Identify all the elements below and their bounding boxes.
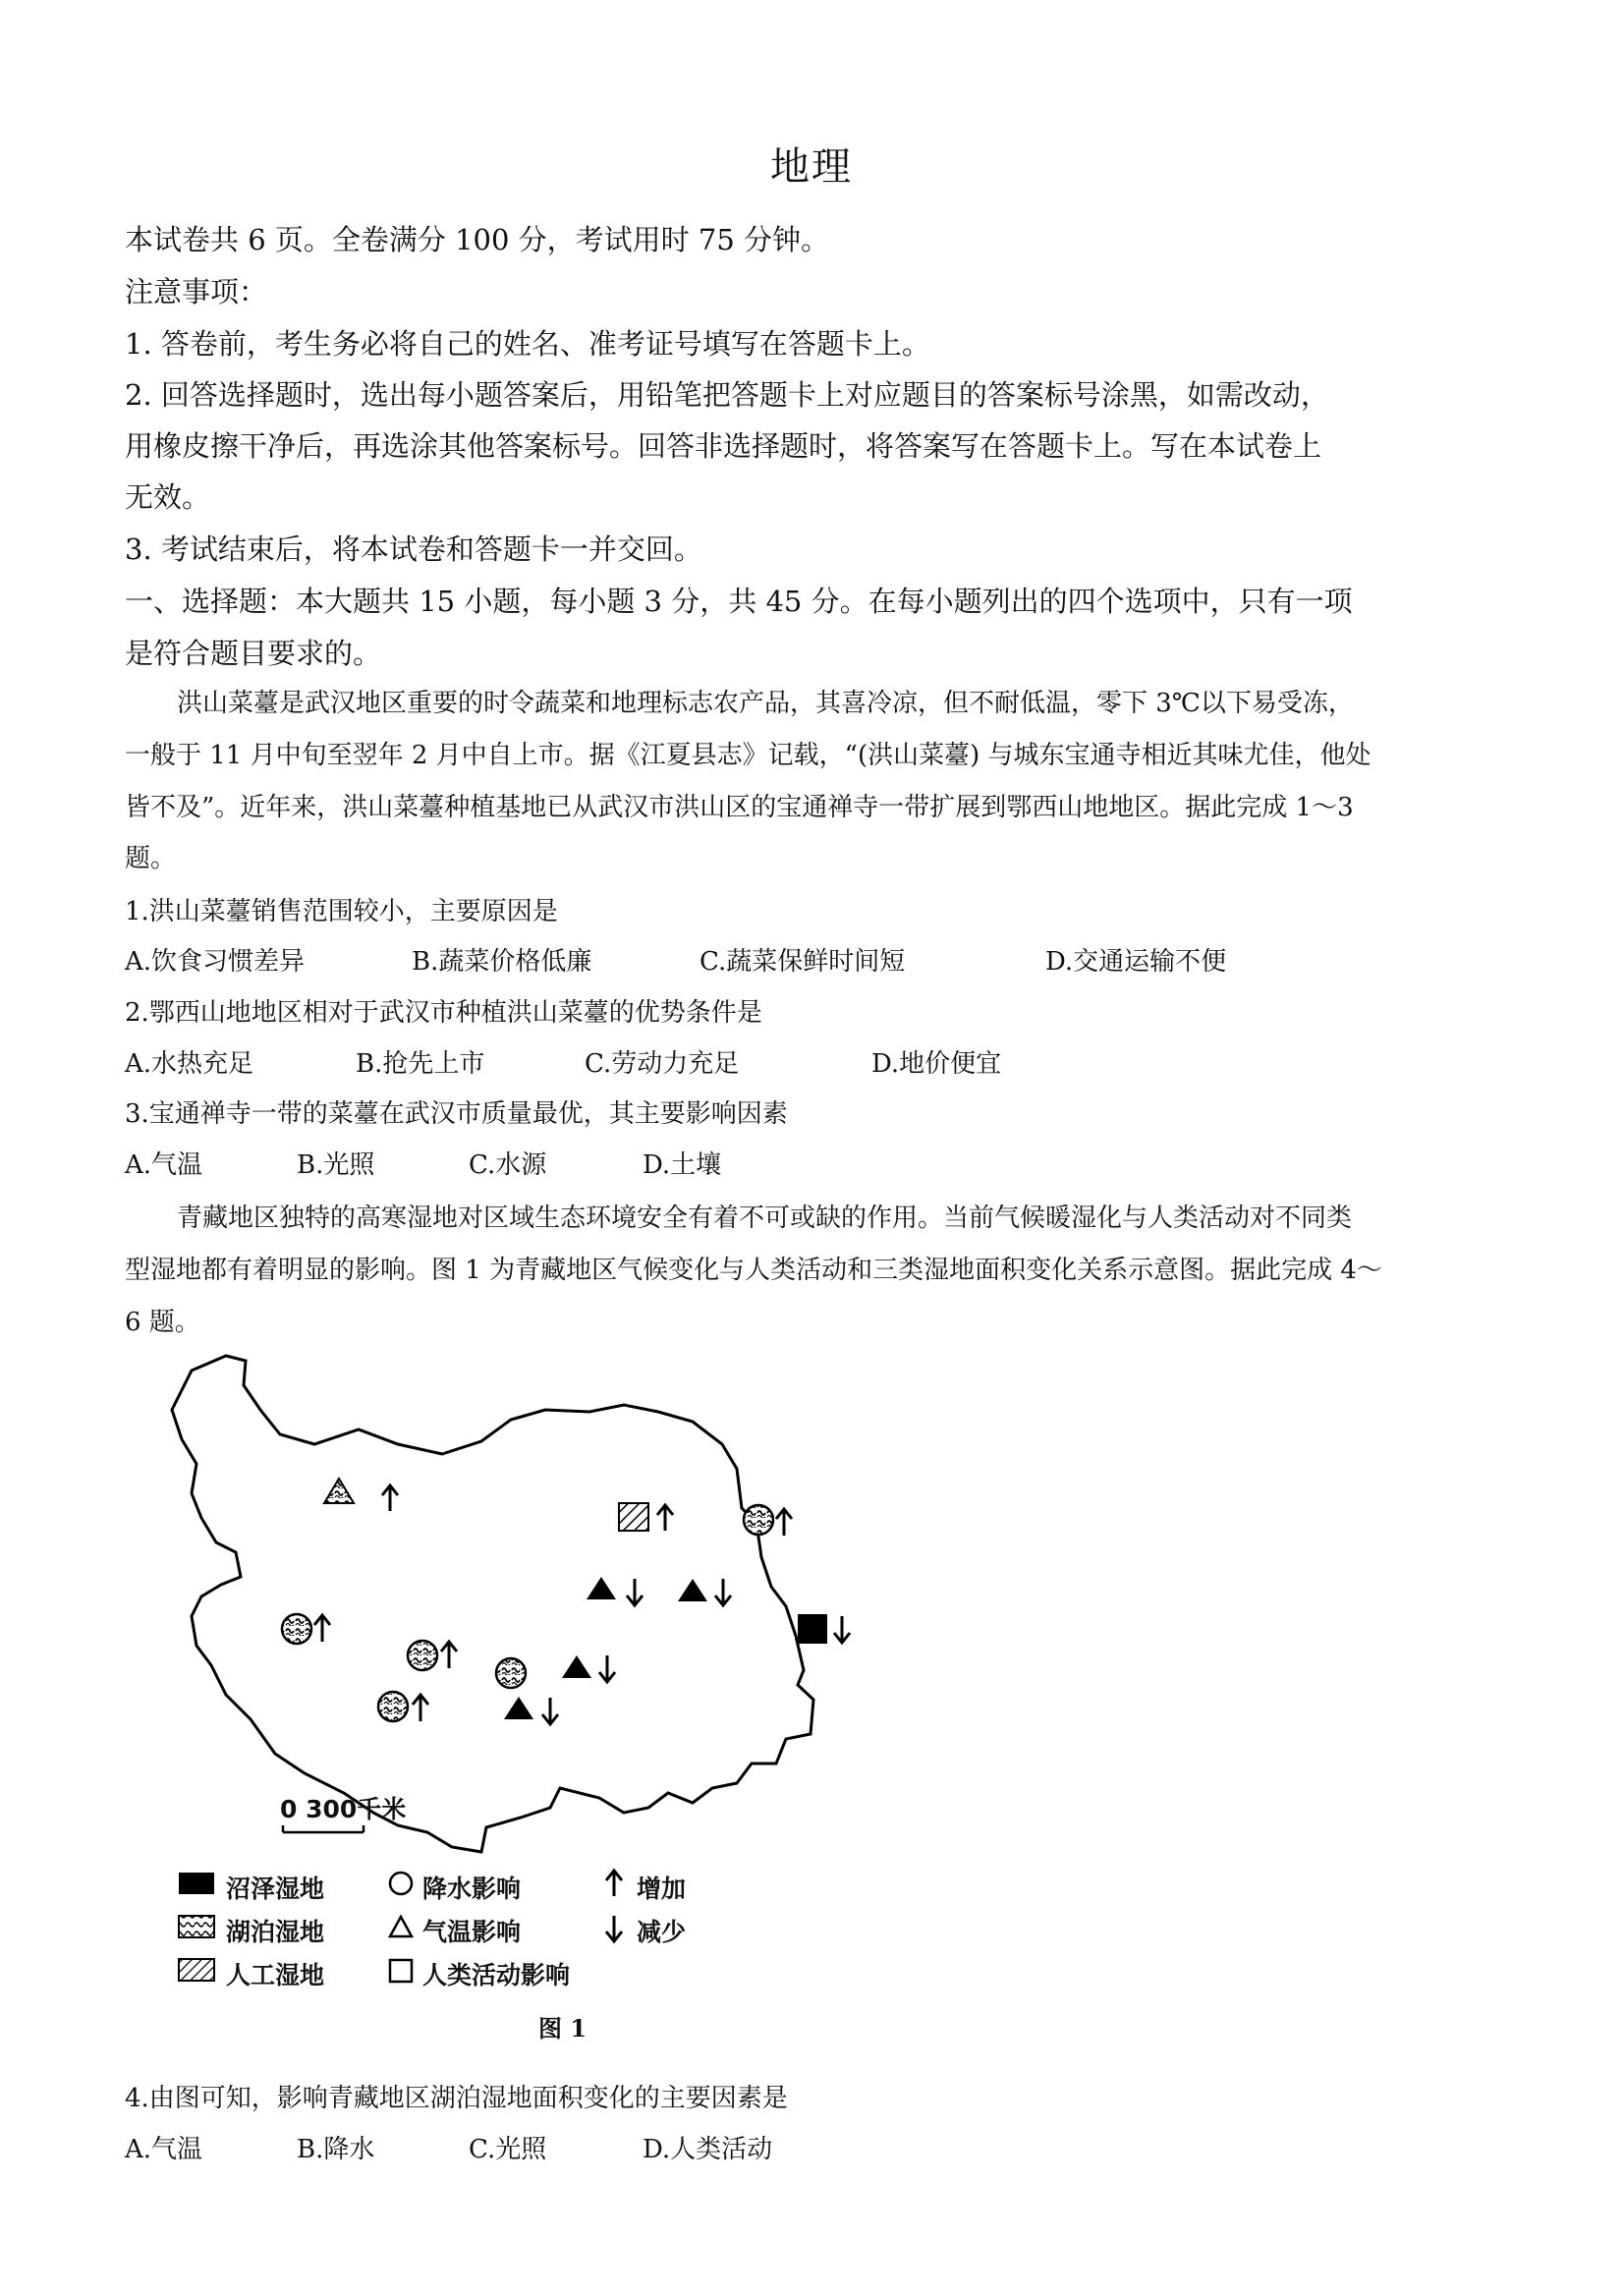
decrease-arrow: [715, 1579, 731, 1605]
marsh-wetland-marker: [798, 1614, 827, 1644]
option-d: D.交通运输不便: [1045, 947, 1227, 977]
lake-wetland-temp-marker: [324, 1479, 354, 1503]
option-b: B.抢先上市: [356, 1049, 485, 1079]
passage-1-line-2: 一般于 11 月中旬至翌年 2 月中自上市。据《江夏县志》记载，“(洪山菜薹) 与城东宝通寺相近其味尤佳，他处: [125, 741, 1371, 770]
passage-2-line-3: 6 题。: [125, 1308, 200, 1337]
legend-lake: 湖泊湿地: [226, 1918, 325, 1946]
notice-heading: 注意事项：: [125, 275, 268, 308]
precip-legend-symbol: [390, 1873, 412, 1894]
decrease-legend-arrow: [606, 1916, 622, 1941]
question-4-stem: 4.由图可知，影响青藏地区湖泊湿地面积变化的主要因素是: [125, 2084, 788, 2113]
option-b: B.蔬菜价格低廉: [412, 947, 592, 977]
temperature-marker: [504, 1697, 533, 1719]
option-a: A.气温: [125, 2135, 203, 2164]
passage-1-line-4: 题。: [125, 844, 177, 873]
increase-arrow: [657, 1505, 673, 1531]
qinghai-tibet-map: [157, 1351, 904, 1881]
increase-arrow: [314, 1615, 330, 1642]
legend-artificial: 人工湿地: [226, 1961, 325, 1989]
page-title: 地理: [770, 144, 853, 190]
temperature-marker: [587, 1577, 616, 1599]
increase-arrow: [776, 1509, 792, 1536]
human-legend-symbol: [390, 1960, 412, 1982]
notice-item-2-line-3: 无效。: [125, 480, 211, 514]
region-outline: [172, 1356, 813, 1852]
option-b: B.光照: [297, 1150, 375, 1180]
section-heading-line-1: 一、选择题：本大题共 15 小题，每小题 3 分，共 45 分。在每小题列出的四个选项中，只有一项: [125, 585, 1353, 618]
temp-legend-symbol: [390, 1917, 412, 1936]
figure-caption: 图 1: [538, 2014, 588, 2043]
marsh-legend-symbol: [179, 1873, 214, 1894]
intro-text: 本试卷共 6 页。全卷满分 100 分，考试用时 75 分钟。: [125, 223, 830, 256]
question-2-stem: 2.鄂西山地地区相对于武汉市种植洪山菜薹的优势条件是: [125, 998, 762, 1028]
legend-human: 人类活动影响: [422, 1961, 571, 1989]
legend-marsh: 沼泽湿地: [226, 1875, 325, 1903]
decrease-arrow: [599, 1655, 615, 1682]
temperature-marker: [678, 1579, 707, 1601]
option-c: C.劳动力充足: [585, 1049, 740, 1079]
notice-item-3: 3. 考试结束后，将本试卷和答题卡一并交回。: [125, 532, 702, 566]
artificial-wetland-marker: [619, 1503, 648, 1531]
lake-wetland-marker: [496, 1658, 526, 1688]
scale-label: 0 300千米: [280, 1795, 407, 1823]
artificial-legend-symbol: [179, 1959, 214, 1981]
notice-item-2-line-2: 用橡皮擦干净后，再选涂其他答案标号。回答非选择题时，将答案写在答题卡上。写在本试卷上: [125, 429, 1322, 463]
option-d: D.土壤: [643, 1150, 722, 1180]
option-c: C.光照: [469, 2135, 547, 2164]
increase-legend-arrow: [606, 1871, 622, 1896]
increase-arrow: [413, 1695, 428, 1721]
question-3-stem: 3.宝通禅寺一带的菜薹在武汉市质量最优，其主要影响因素: [125, 1099, 788, 1129]
passage-2-line-1: 青藏地区独特的高寒湿地对区域生态环境安全有着不可或缺的作用。当前气候暖湿化与人类活动对不同类: [177, 1204, 1353, 1233]
decrease-arrow: [834, 1616, 850, 1643]
lake-wetland-marker: [408, 1641, 437, 1670]
option-c: C.水源: [469, 1150, 547, 1180]
lake-wetland-marker: [282, 1614, 311, 1644]
option-d: D.人类活动: [643, 2135, 773, 2164]
temperature-marker: [562, 1655, 591, 1678]
legend-increase: 增加: [637, 1875, 687, 1903]
decrease-arrow: [627, 1579, 643, 1605]
option-a: A.气温: [125, 1150, 203, 1180]
passage-1-line-3: 皆不及”。近年来，洪山菜薹种植基地已从武汉市洪山区的宝通禅寺一带扩展到鄂西山地地区。据此完成 1～3: [125, 793, 1354, 822]
option-d: D.地价便宜: [871, 1049, 1002, 1079]
option-c: C.蔬菜保鲜时间短: [700, 947, 906, 977]
increase-arrow: [382, 1485, 398, 1511]
section-heading-line-2: 是符合题目要求的。: [125, 637, 382, 670]
notice-item-2-line-1: 2. 回答选择题时，选出每小题答案后，用铅笔把答题卡上对应题目的答案标号涂黑，如需改动，: [125, 378, 1329, 412]
decrease-arrow: [542, 1698, 558, 1724]
option-a: A.水热充足: [125, 1049, 254, 1079]
lake-wetland-marker: [744, 1505, 773, 1535]
notice-item-1: 1. 答卷前，考生务必将自己的姓名、准考证号填写在答题卡上。: [125, 327, 930, 361]
passage-2-line-2: 型湿地都有着明显的影响。图 1 为青藏地区气候变化与人类活动和三类湿地面积变化关系示意图。据此完成 4～: [125, 1256, 1382, 1285]
legend-temp: 气温影响: [422, 1918, 522, 1946]
option-b: B.降水: [297, 2135, 375, 2164]
lake-wetland-marker: [378, 1692, 408, 1721]
option-a: A.饮食习惯差异: [125, 947, 306, 977]
legend-decrease: 减少: [637, 1918, 687, 1946]
legend-precip: 降水影响: [422, 1875, 522, 1903]
passage-1-line-1: 洪山菜薹是武汉地区重要的时令蔬菜和地理标志农产品，其喜冷凉，但不耐低温，零下 3℃以下易受冻，: [177, 689, 1354, 718]
increase-arrow: [441, 1642, 457, 1668]
lake-legend-symbol: [179, 1916, 214, 1937]
question-1-stem: 1.洪山菜薹销售范围较小，主要原因是: [125, 897, 558, 926]
